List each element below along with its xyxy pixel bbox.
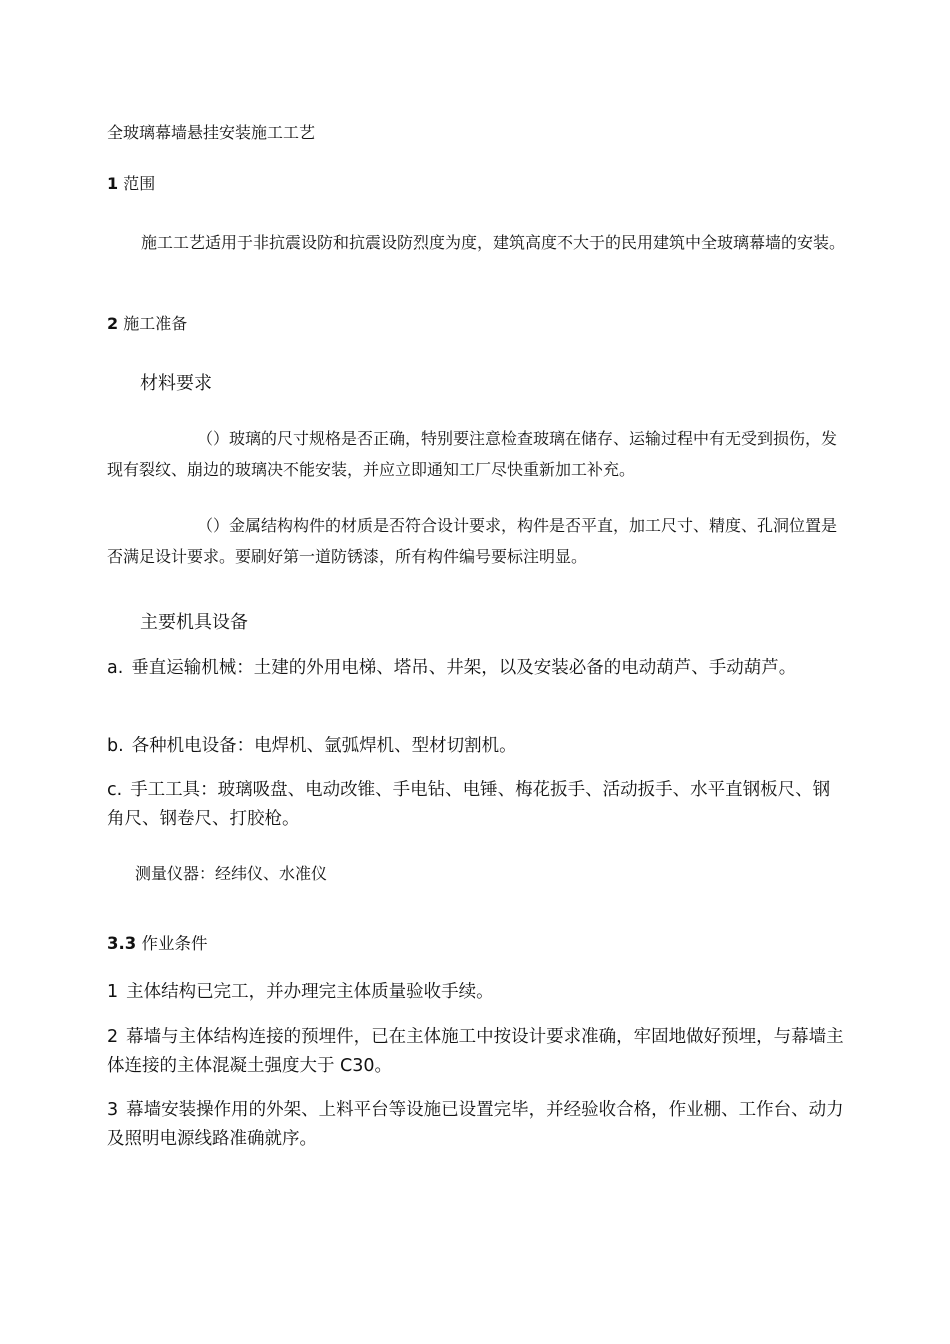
item-text: 各种机电设备：电焊机、氩弧焊机、型材切割机。 [131, 736, 517, 756]
section-title: 范围 [123, 174, 156, 193]
equipment-item-b [107, 732, 847, 761]
section-2-heading [107, 312, 847, 336]
item-text: 垂直运输机械：土建的外用电梯、塔吊、井架，以及安装必备的电动葫芦、手动葫芦。 [131, 658, 797, 678]
item-label: 3 [107, 1100, 119, 1120]
doc-title: 全玻璃幕墙悬挂安装施工工艺 [107, 123, 316, 142]
item-text: 幕墙与主体结构连接的预埋件，已在主体施工中按设计要求准确，牢固地做好预埋，与幕墙主体连接的主体混凝土强度大于 C30。 [107, 1027, 844, 1076]
item-text: 主体结构已完工，并办理完主体质量验收手续。 [126, 982, 494, 1002]
item-label: 2 [107, 1027, 119, 1047]
equipment-heading: 主要机具设备 [140, 612, 248, 633]
section-title: 作业条件 [141, 934, 208, 953]
condition-item-3 [107, 1096, 847, 1154]
condition-item-2 [107, 1023, 847, 1081]
item-text: 幕墙安装操作用的外架、上料平台等设施已设置完毕，并经验收合格，作业棚、工作台、动力及照明电源线路准确就序。 [107, 1100, 844, 1149]
item-label: c. [107, 780, 123, 800]
materials-heading: 材料要求 [140, 373, 212, 394]
item-text: 手工工具：玻璃吸盘、电动改锥、手电钻、电锤、梅花扳手、活动扳手、水平直钢板尺、钢角尺、钢卷尺、打胶枪。 [107, 780, 831, 829]
section-3-3-heading [107, 929, 847, 958]
item-label: b. [107, 736, 124, 756]
section-number: 3.3 [107, 934, 137, 953]
instruments-line: 测量仪器：经纬仪、水准仪 [135, 864, 328, 883]
material-item-1: （）玻璃的尺寸规格是否正确，特别要注意检查玻璃在储存、运输过程中有无受到损伤，发现有裂纹、崩边的玻璃决不能安装，并应立即通知工厂尽快重新加工补充。 [107, 429, 838, 479]
scope-paragraph: 施工工艺适用于非抗震设防和抗震设防烈度为度，建筑高度不大于的民用建筑中全玻璃幕墙的安装。 [141, 233, 846, 252]
section-number: 2 [107, 314, 119, 333]
section-1-heading [107, 172, 847, 196]
equipment-item-c [107, 776, 847, 834]
material-item-2: （）金属结构构件的材质是否符合设计要求，构件是否平直，加工尺寸、精度、孔洞位置是否满足设计要求。要刷好第一道防锈漆，所有构件编号要标注明显。 [107, 516, 838, 566]
equipment-item-a [107, 654, 847, 683]
item-label: a. [107, 658, 124, 678]
section-number: 1 [107, 174, 119, 193]
item-label: 1 [107, 982, 119, 1002]
condition-item-1 [107, 978, 847, 1007]
section-title: 施工准备 [123, 314, 188, 333]
